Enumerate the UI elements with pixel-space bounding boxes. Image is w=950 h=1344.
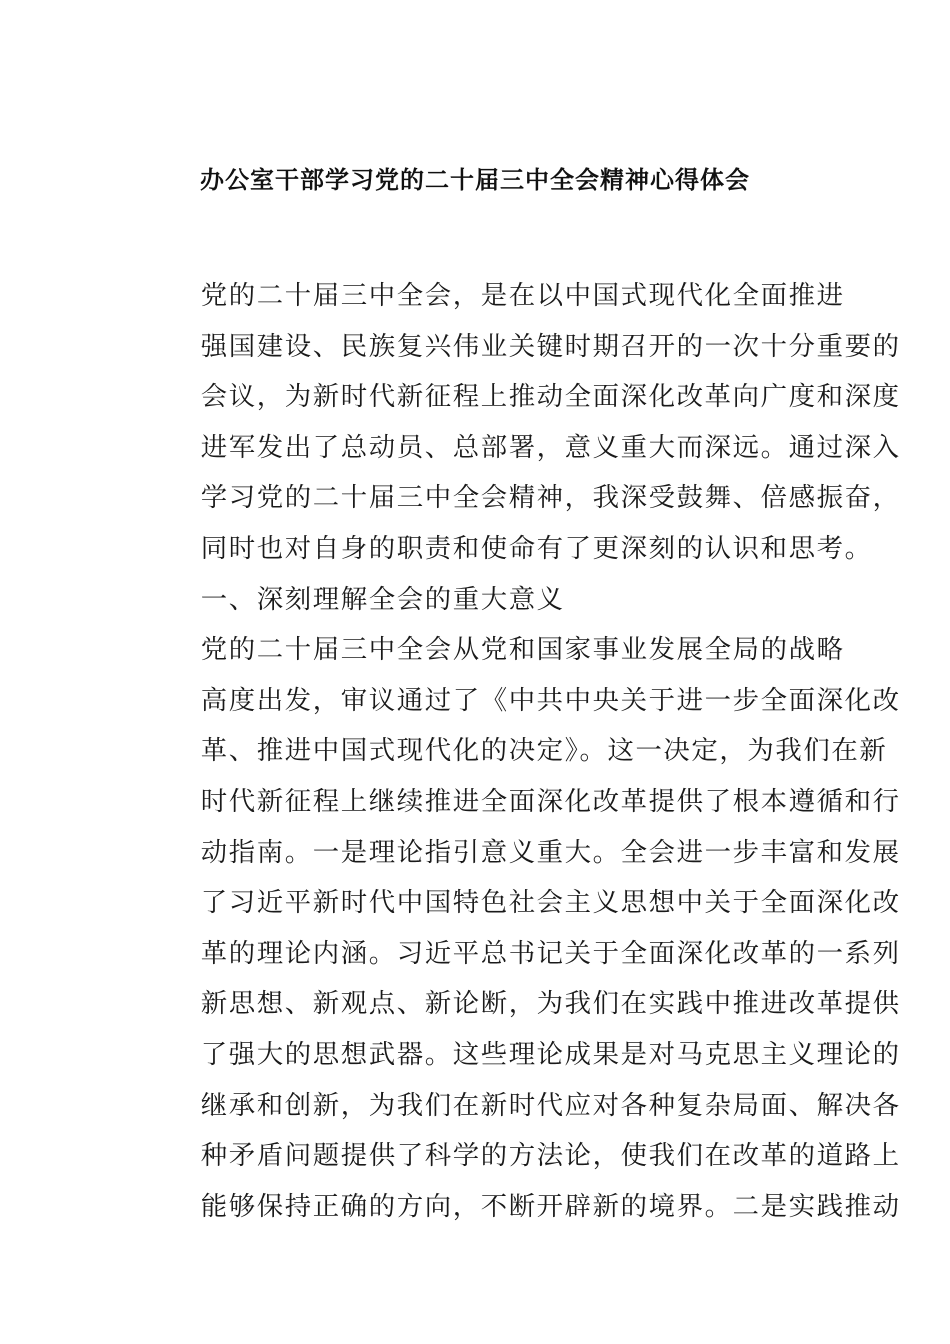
text-line: 党的二十届三中全会，是在以中国式现代化全面推进: [200, 280, 845, 311]
text-line: 革、推进中国式现代化的决定》。这一决定，为我们在新: [200, 735, 888, 767]
text-line: 动指南。一是理论指引意义重大。全会进一步丰富和发展: [200, 836, 901, 868]
text-line: 党的二十届三中全会从党和国家事业发展全局的战略: [200, 634, 845, 666]
text-line: 时代新征程上继续推进全面深化改革提供了根本遵循和行: [200, 785, 901, 817]
paragraph-intro: [148, 271, 901, 575]
text-line: 了强大的思想武器。这些理论成果是对马克思主义理论的: [200, 1038, 901, 1070]
document-title: 办公室干部学习党的二十届三中全会精神心得体会: [200, 166, 750, 194]
text-line: 同时也对自身的职责和使命有了更深刻的认识和思考。: [200, 532, 873, 564]
text-line: 革的理论内涵。习近平总书记关于全面深化改革的一系列: [200, 937, 901, 969]
text-line: 种矛盾问题提供了科学的方法论，使我们在改革的道路上: [200, 1140, 901, 1172]
text-line: 会议，为新时代新征程上推动全面深化改革向广度和深度: [200, 381, 901, 413]
text-line: 了习近平新时代中国特色社会主义思想中关于全面深化改: [200, 887, 901, 919]
text-line: 强国建设、民族复兴伟业关键时期召开的一次十分重要的: [200, 330, 901, 362]
text-line: 新思想、新观点、新论断，为我们在实践中推进改革提供: [200, 988, 901, 1020]
section-heading-text: 一、深刻理解全会的重大意义: [200, 583, 565, 615]
text-line: 能够保持正确的方向，不断开辟新的境界。二是实践推动: [200, 1190, 901, 1222]
document-body: [148, 271, 901, 1232]
paragraph-significance: [148, 625, 901, 1232]
section-heading-1: [148, 575, 808, 626]
text-line: 学习党的二十届三中全会精神，我深受鼓舞、倍感振奋，: [200, 482, 901, 514]
text-line: 继承和创新，为我们在新时代应对各种复杂局面、解决各: [200, 1089, 901, 1121]
text-line: 进军发出了总动员、总部署，意义重大而深远。通过深入: [200, 431, 901, 463]
text-line: 高度出发，审议通过了《中共中央关于进一步全面深化改: [200, 684, 901, 716]
